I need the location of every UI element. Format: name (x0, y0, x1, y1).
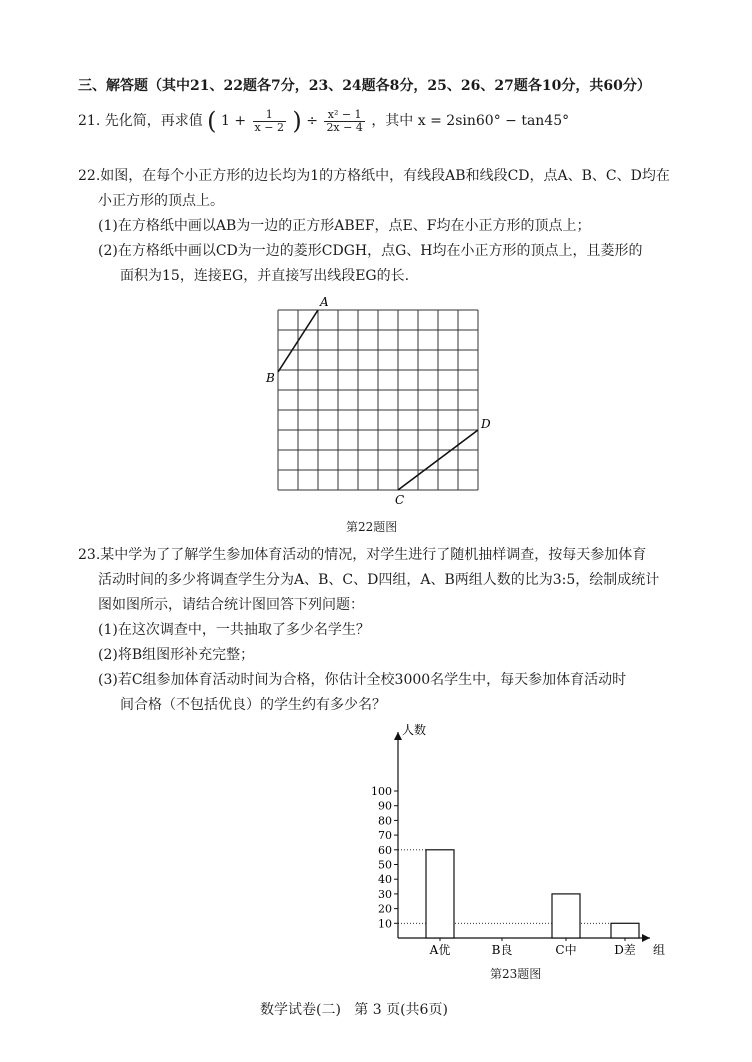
q22-number: 22. (78, 168, 101, 184)
y-axis-arrow (394, 732, 402, 740)
q21-open-paren: ( (207, 107, 217, 135)
label-b: B (266, 371, 275, 385)
q22-line1 (78, 166, 670, 186)
x-tick-label: A优 (429, 943, 451, 957)
x-axis-label: 组 (653, 943, 666, 957)
bar-0 (426, 850, 454, 938)
x-axis-arrow (642, 934, 650, 942)
y-tick-label: 60 (378, 843, 392, 857)
q21-number: 21. (78, 113, 101, 129)
q23-number: 23. (78, 547, 101, 563)
q23-bar-chart (0, 712, 752, 962)
q23-part3b: 间合格（不包括优良）的学生约有多少名？ (120, 697, 386, 713)
q22-text-1: 如图，在每个小正方形的边长均为1的方格纸中，有线段AB和线段CD，点A、B、C、D均在 (100, 168, 670, 184)
q23-caption: 第23题图 (490, 967, 542, 981)
y-tick-label: 10 (378, 917, 392, 931)
q21-frac1-den: x − 2 (254, 120, 284, 134)
q23-line3: 图如图所示，请结合统计图回答下列问题： (98, 597, 364, 613)
q23-part2: (2)将B组图形补充完整； (98, 647, 255, 663)
section-header: 三、解答题（其中21、22题各7分，23、24题各8分，25、26、27题各10分，共60分） (78, 78, 651, 94)
bar-2 (552, 894, 580, 938)
q23-line2: 活动时间的多少将调查学生分为A、B、C、D四组，A、B两组人数的比为3:5，绘制成统计 (98, 572, 660, 588)
grid-lines (278, 310, 478, 490)
q22-caption: 第22题图 (346, 520, 398, 534)
q21-frac1-num: 1 (253, 109, 286, 122)
label-c: C (395, 493, 405, 507)
bar-3 (611, 923, 639, 938)
label-d: D (481, 417, 491, 431)
q21-fraction-1 (253, 109, 286, 134)
y-tick-label: 40 (378, 873, 392, 887)
label-a: A (320, 295, 329, 309)
q23-text-1: 某中学为了了解学生参加体育活动的情况，对学生进行了随机抽样调查，按每天参加体育 (100, 547, 647, 563)
question-21 (78, 108, 569, 134)
q21-one: 1 + (221, 113, 247, 129)
q21-divide: ÷ (306, 113, 318, 129)
page-footer: 数学试卷(二) 第 3 页(共6页) (260, 1002, 448, 1018)
x-tick-label: C中 (555, 943, 577, 957)
y-tick-label: 30 (378, 887, 392, 901)
y-tick-label: 20 (378, 902, 392, 916)
q23-part3a: (3)若C组参加体育活动时间为合格，你估计全校3000名学生中，每天参加体育活动时 (98, 672, 627, 688)
q22-part1: (1)在方格纸中画以AB为一边的正方形ABEF，点E、F均在小正方形的顶点上； (98, 218, 591, 234)
q23-line1 (78, 545, 646, 565)
q21-lead: 先化简，再求值 (104, 113, 203, 129)
q21-frac2-num: x² − 1 (324, 109, 364, 122)
y-tick-label: 70 (378, 829, 392, 843)
q21-close-paren: ) (292, 107, 302, 135)
q21-fraction-2 (324, 109, 364, 134)
x-tick-label: B良 (491, 943, 513, 957)
y-tick-label: 100 (371, 785, 392, 798)
q22-line2: 小正方形的顶点上。 (98, 193, 224, 209)
q22-part2a: (2)在方格纸中画以CD为一边的菱形CDGH，点G、H均在小正方形的顶点上，且菱形的 (98, 243, 643, 259)
q21-tail: ，其中 x = 2sin60° − tan45° (371, 113, 570, 129)
q22-grid-figure (0, 292, 752, 512)
y-axis-label: 人数 (402, 723, 427, 737)
q23-part1: (1)在这次调查中，一共抽取了多少名学生？ (98, 622, 370, 638)
y-tick-label: 90 (378, 799, 392, 813)
q21-frac2-den: 2x − 4 (326, 120, 363, 134)
y-tick-label: 80 (378, 814, 392, 828)
y-tick-label: 50 (378, 858, 392, 872)
q22-part2b: 面积为15，连接EG，并直接写出线段EG的长. (120, 268, 410, 284)
x-tick-label: D差 (614, 943, 636, 957)
